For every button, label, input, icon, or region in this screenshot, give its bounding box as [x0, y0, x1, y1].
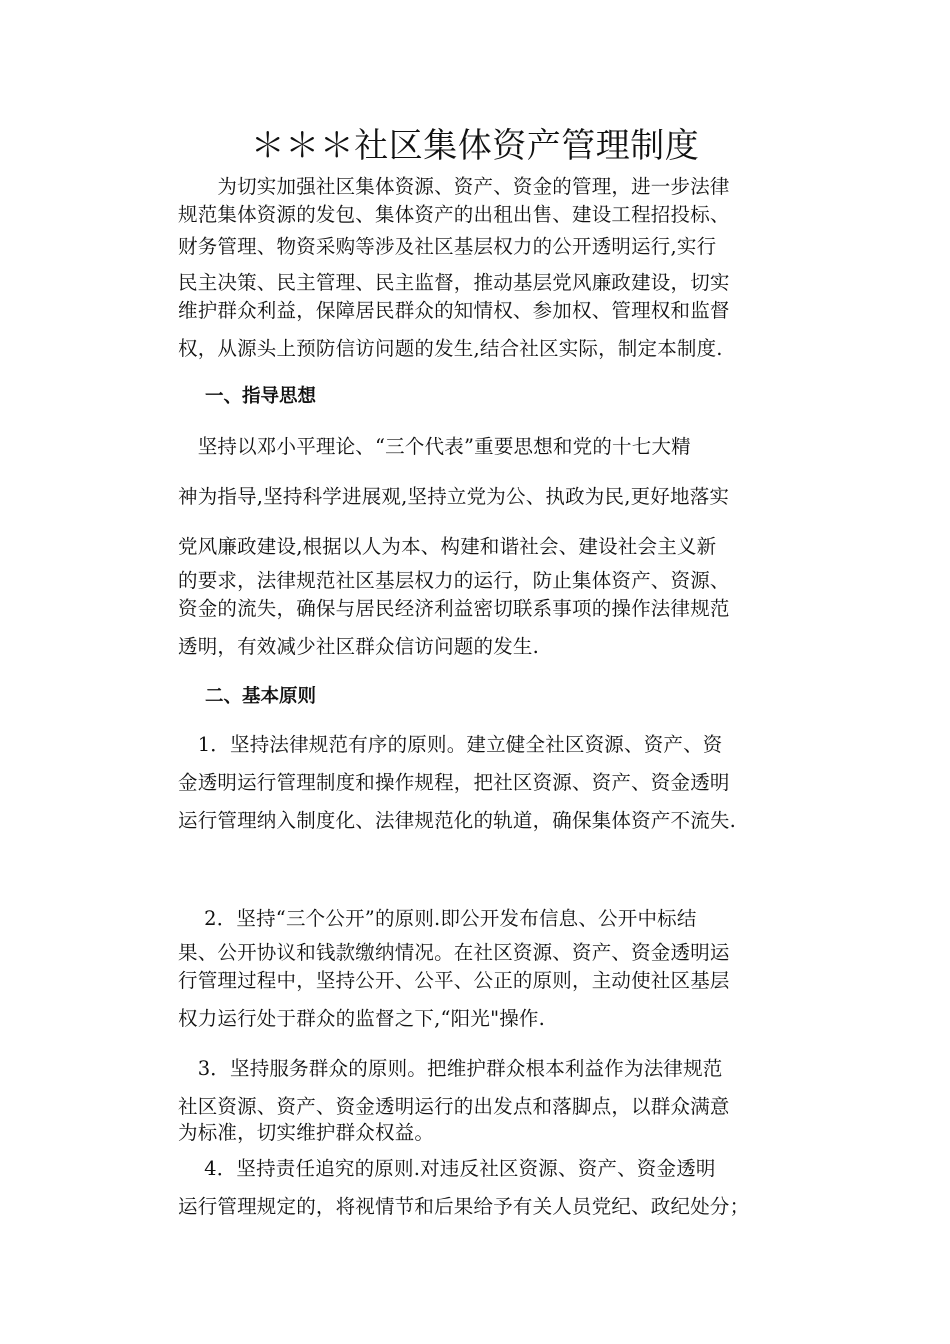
intro-line: 为切实加强社区集体资源、资产、资金的管理，进一步法律: [178, 175, 730, 198]
intro-line: 规范集体资源的发包、集体资产的出租出售、建设工程招投标、: [178, 203, 730, 226]
principle-3-line: 社区资源、资产、资金透明运行的出发点和落脚点，以群众满意: [178, 1095, 730, 1118]
principle-1-line: 运行管理纳入制度化、法律规范化的轨道，确保集体资产不流失.: [178, 809, 736, 832]
principle-4-line: 运行管理规定的，将视情节和后果给予有关人员党纪、政纪处分；: [178, 1195, 750, 1218]
section-heading-basic-principles: 二、基本原则: [205, 686, 317, 707]
principle-1-line: 1．坚持法律规范有序的原则。建立健全社区资源、资产、资: [178, 733, 723, 756]
principle-4-line: 4．坚持责任追究的原则.对违反社区资源、资产、资金透明: [178, 1157, 716, 1180]
principle-1-line: 金透明运行管理制度和操作规程，把社区资源、资产、资金透明: [178, 771, 730, 794]
principle-3-line: 3．坚持服务群众的原则。把维护群众根本利益作为法律规范: [178, 1057, 723, 1080]
section1-line: 神为指导,坚持科学进展观,坚持立党为公、执政为民,更好地落实: [178, 485, 730, 508]
principle-2-line: 果、公开协议和钱款缴纳情况。在社区资源、资产、资金透明运: [178, 941, 730, 964]
intro-line: 维护群众利益，保障居民群众的知情权、参加权、管理权和监督: [178, 299, 730, 322]
section1-line: 的要求，法律规范社区基层权力的运行，防止集体资产、资源、: [178, 569, 730, 592]
intro-line: 权，从源头上预防信访问题的发生,结合社区实际，制定本制度.: [178, 337, 723, 360]
document-title: ＊＊＊社区集体资产管理制度: [250, 126, 700, 166]
principle-2-line: 2．坚持“三个公开”的原则.即公开发布信息、公开中标结: [178, 907, 697, 930]
principle-3-line: 为标准，切实维护群众权益。: [178, 1121, 435, 1144]
principle-2-line: 行管理过程中，坚持公开、公平、公正的原则，主动使社区基层: [178, 969, 730, 992]
section1-line: 党风廉政建设,根据以人为本、构建和谐社会、建设社会主义新: [178, 535, 717, 558]
section1-line: 资金的流失，确保与居民经济利益密切联系事项的操作法律规范: [178, 597, 730, 620]
section-heading-guiding-thought: 一、指导思想: [205, 386, 317, 407]
intro-line: 民主决策、民主管理、民主监督，推动基层党风廉政建设，切实: [178, 271, 730, 294]
section1-line: 透明，有效减少社区群众信访问题的发生.: [178, 635, 539, 658]
principle-2-line: 权力运行处于群众的监督之下,“阳光"操作.: [178, 1007, 546, 1030]
intro-line: 财务管理、物资采购等涉及社区基层权力的公开透明运行,实行: [178, 235, 717, 258]
section1-line: 坚持以邓小平理论、“三个代表”重要思想和党的十七大精: [178, 435, 691, 458]
